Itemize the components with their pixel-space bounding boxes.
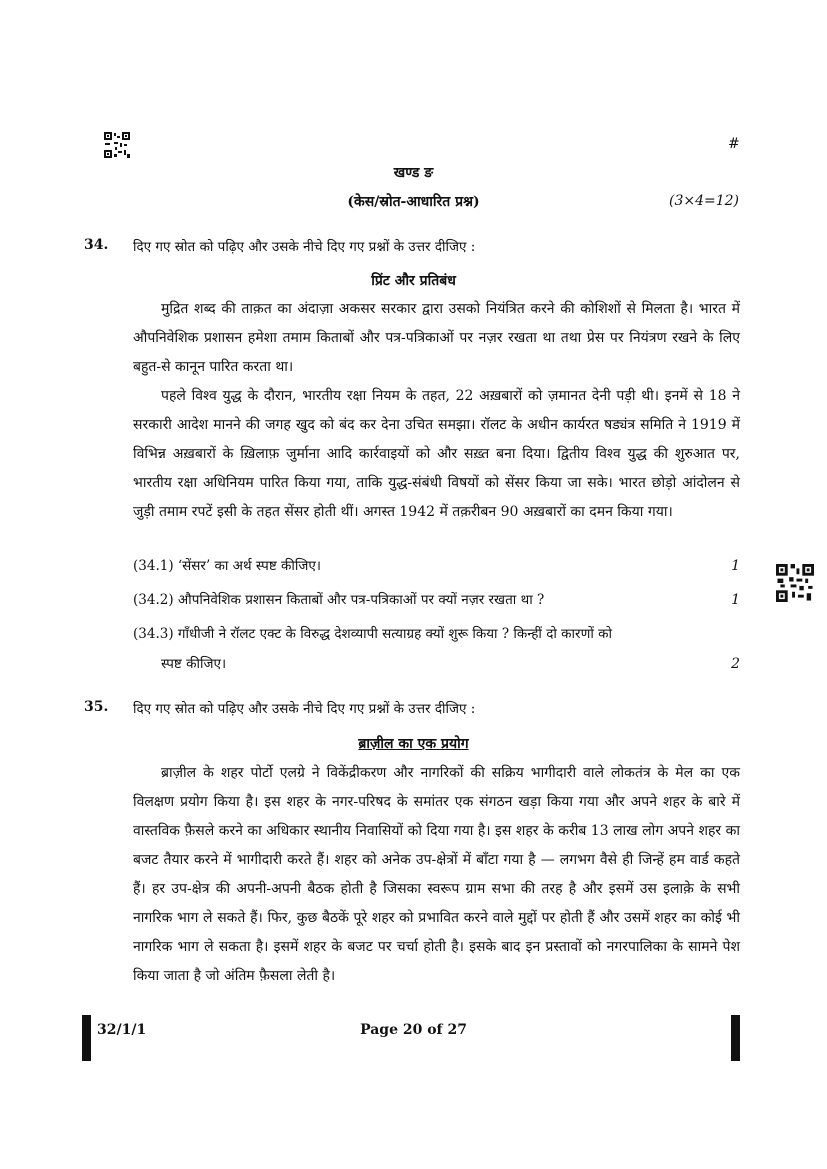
subquestion: (34.3) गाँधीजी ने रॉलट एक्ट के विरुद्ध देशव्यापी सत्याग्रह क्यों शुरू किया ? किन्हीं दो कारणों को [133,626,612,642]
section-title: खण्ड ङ [393,165,434,181]
source-paragraph: मुद्रित शब्द की ताक़त का अंदाज़ा अकसर सरकार द्वारा उसको नियंत्रित करने की कोशिशों से मिलता है। भारत में औपनिवेशिक प्रशासन हमेशा तमाम किताबों और पत्र-पत्रिकाओं पर नज़र रखता था तथा प्रेस पर नियंत्रण रखने के लिए बहुत-से कानून पारित करता था। [133,301,740,375]
subquestion-marks: 2 [731,656,740,672]
subquestion-continuation: स्पष्ट कीजिए। [161,656,227,672]
subquestion: (34.2) औपनिवेशिक प्रशासन किताबों और पत्र-पत्रिकाओं पर क्यों नज़र रखता था ? [133,592,545,608]
source-title-text: ब्राज़ील का एक प्रयोग [358,736,469,752]
qr-code-side-icon [776,564,814,602]
footer-bar-right [731,1015,740,1061]
question-instruction: दिए गए स्रोत को पढ़िए और उसके नीचे दिए गए प्रश्नों के उत्तर दीजिए : [133,701,476,717]
source-paragraph: पहले विश्व युद्ध के दौरान, भारतीय रक्षा नियम के तहत, 22 अख़बारों को ज़मानत देनी पड़ी थी। इनमें से 18 ने सरकारी आदेश मानने की जगह खुद को बंद कर देना उचित समझा। रॉलट के अधीन कार्यरत षड्यंत्र समिति ने 1919 में विभिन्न अख़बारों के ख़िलाफ़ जुर्माना आदि कार्रवाइयों को और सख़्त बना दिया। द्वितीय विश्व युद्ध की शुरुआत पर, भारतीय रक्षा अधिनियम पारित किया गया, ताकि युद्ध-संबंधी विषयों को सेंसर किया जा सके। भारत छोड़ो आंदोलन से जुड़ी तमाम रपटें इसी के तहत सेंसर होती थीं। अगस्त 1942 में तक़रीबन 90 अख़बारों का दमन किया गया। [133,388,740,520]
footer-code: 32/1/1 [97,1022,147,1038]
section-subtitle: (केस/स्रोत-आधारित प्रश्न) [347,194,480,210]
source-title [0,734,827,753]
footer-page-number: Page 20 of 27 [360,1022,467,1038]
question-number: 35. [84,699,109,715]
subquestion-marks: 1 [731,592,740,608]
section-marks: (3×4=12) [668,193,739,209]
qr-code-top-icon [104,132,130,158]
header-hash: # [728,136,740,152]
question-instruction: दिए गए स्रोत को पढ़िए और उसके नीचे दिए गए प्रश्नों के उत्तर दीजिए : [133,239,476,255]
source-title: प्रिंट और प्रतिबंध [371,273,456,289]
source-paragraph: ब्राज़ील के शहर पोर्टो एलग्रे ने विकेंद्रीकरण और नागरिकों की सक्रिय भागीदारी वाले लोकतंत्र के मेल का एक विलक्षण प्रयोग किया है। इस शहर के नगर-परिषद के समांतर एक संगठन खड़ा किया गया और अपने शहर के बारे में वास्तविक फ़ैसले करने का अधिकार स्थानीय निवासियों को दिया गया है। इस शहर के करीब 13 लाख लोग अपने शहर का बजट तैयार करने में भागीदारी करते हैं। शहर को अनेक उप-क्षेत्रों में बाँटा गया है — लगभग वैसे ही जिन्हें हम वार्ड कहते हैं। हर उप-क्षेत्र की अपनी-अपनी बैठक होती है जिसका स्वरूप ग्राम सभा की तरह है और इसमें उस इलाक़े के सभी नागरिक भाग ले सकते हैं। फिर, कुछ बैठकें पूरे शहर को प्रभावित करने वाले मुद्दों पर होती हैं और उसमें शहर का कोई भी नागरिक भाग ले सकता है। इसमें शहर के बजट पर चर्चा होती है। इसके बाद इन प्रस्तावों को नगरपालिका के सामने पेश किया जाता है जो अंतिम फ़ैसला लेती है। [133,765,740,984]
subquestion: (34.1) ‘सेंसर’ का अर्थ स्पष्ट कीजिए। [133,558,321,574]
subquestion-marks: 1 [731,558,740,574]
question-number: 34. [84,237,109,253]
